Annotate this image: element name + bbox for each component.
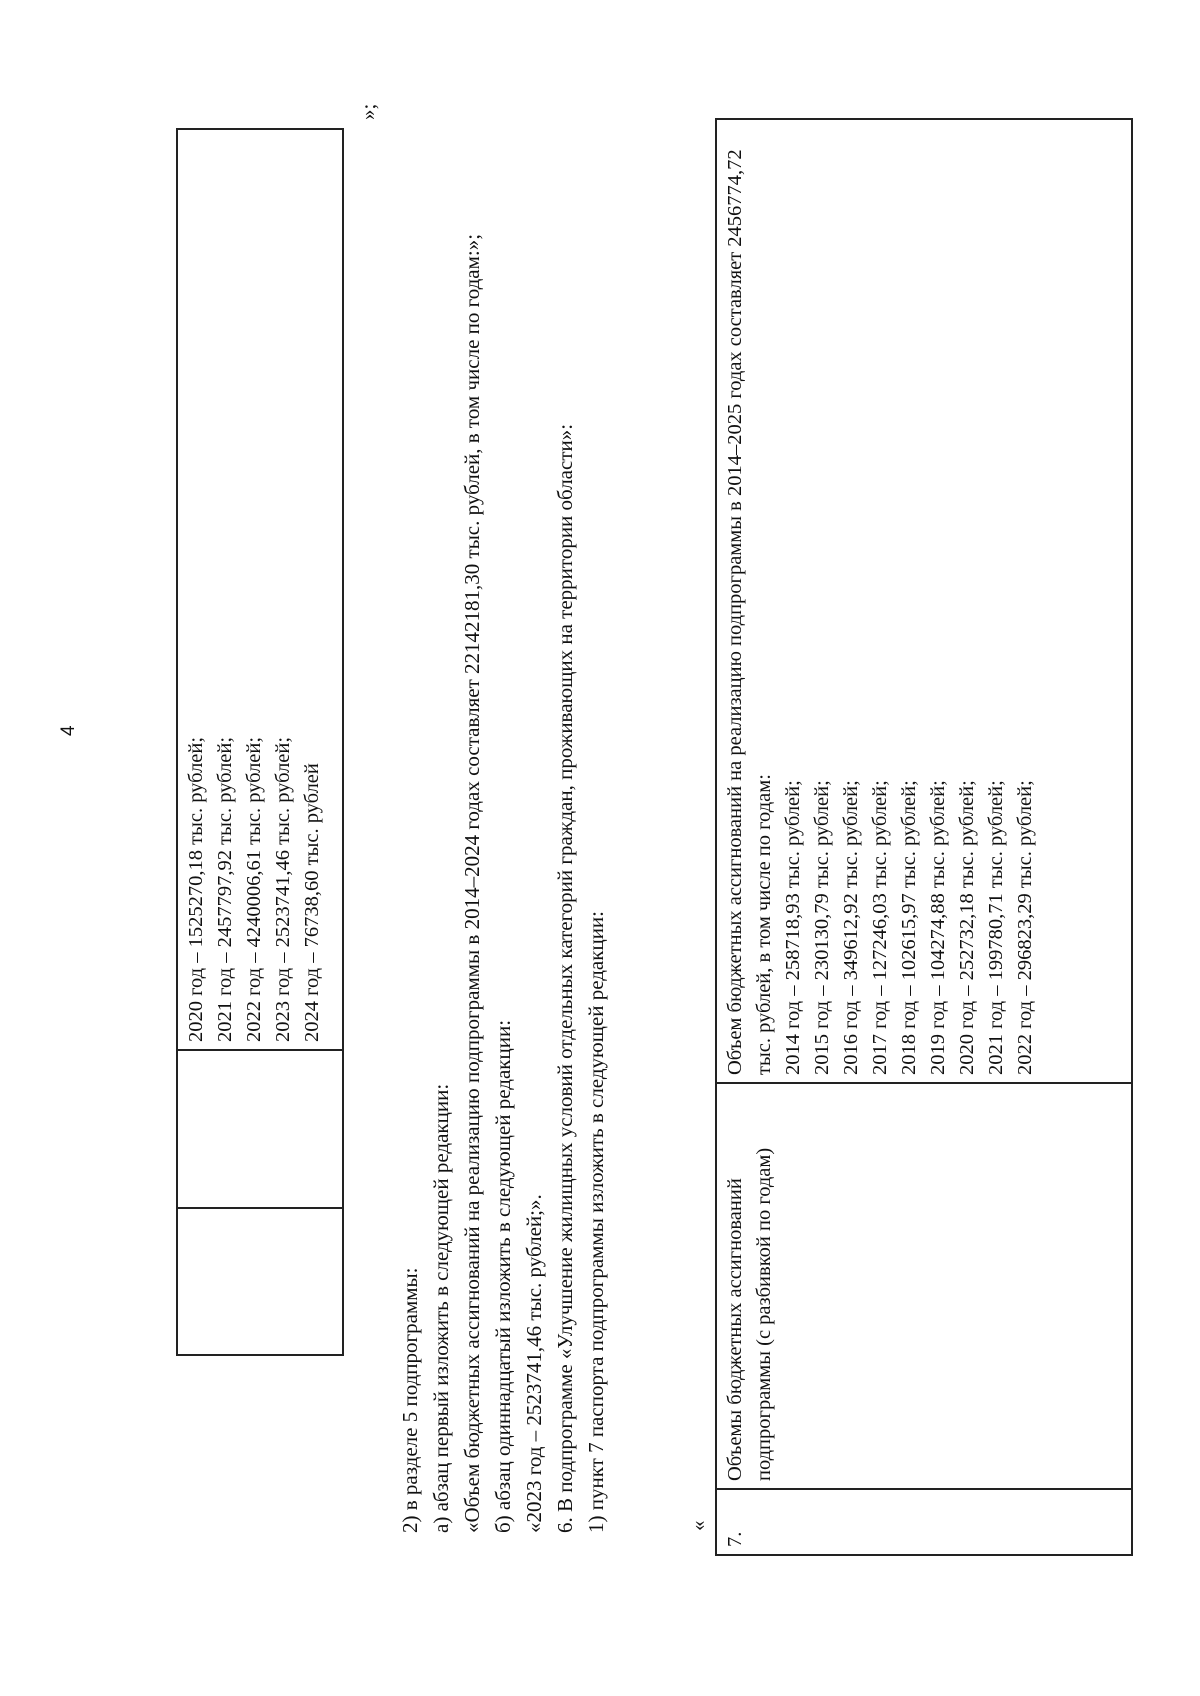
paragraph: 1) пункт 7 паспорта подпрограммы изложить в следующей редакции: <box>584 910 608 1533</box>
top-table <box>176 128 344 1356</box>
paragraph: а) абзац первый изложить в следующей редакции: <box>429 1083 453 1533</box>
page-number: 4 <box>58 725 79 736</box>
paragraph: «Объем бюджетных ассигнований на реализацию подпрограммы в 2014–2024 годах составляет 22142181,30 тыс. рублей, в том числе по годам:»; <box>460 233 484 1533</box>
table-row <box>177 129 343 1355</box>
year-line: 2015 год – 230130,79 тыс. рублей; <box>811 780 833 1075</box>
closing-quote: »; <box>356 103 380 120</box>
year-line: 2020 год – 1525270,18 тыс. рублей; <box>185 736 207 1042</box>
body-text <box>395 126 612 1576</box>
year-line: 2017 год – 127246,03 тыс. рублей; <box>869 780 891 1075</box>
year-line: 2024 год – 76738,60 тыс. рублей <box>301 763 323 1042</box>
year-line: 2021 год – 199780,71 тыс. рублей; <box>985 780 1007 1075</box>
paragraph: 2) в разделе 5 подпрограммы: <box>398 1267 422 1533</box>
year-line: 2022 год – 296823,29 тыс. рублей; <box>1014 780 1036 1075</box>
year-line: 2023 год – 2523741,46 тыс. рублей; <box>272 736 294 1042</box>
year-line: 2014 год – 258718,93 тыс. рублей; <box>782 780 804 1075</box>
year-line: 2019 год – 104274,88 тыс. рублей; <box>927 780 949 1075</box>
table-row <box>716 119 1132 1555</box>
paragraph: б) абзац одиннадцатый изложить в следующей редакции: <box>491 1019 515 1533</box>
year-line: 2016 год – 349612,92 тыс. рублей; <box>840 780 862 1075</box>
year-line: 2021 год – 2457797,92 тыс. рублей; <box>214 736 236 1042</box>
table-cell-values <box>716 119 1132 1083</box>
table-cell-number <box>177 1208 343 1355</box>
values-intro: Объем бюджетных ассигнований на реализацию подпрограммы в 2014–2025 годах составляет 2456774,72 тыс. рублей, в том числе по годам: <box>724 149 775 1075</box>
paragraph: «2023 год – 2523741,46 тыс. рублей;». <box>522 1194 546 1533</box>
opening-quote: « <box>686 1520 710 1531</box>
year-line: 2018 год – 102615,97 тыс. рублей; <box>898 780 920 1075</box>
table-cell-values <box>177 129 343 1050</box>
table-cell-label <box>177 1050 343 1208</box>
paragraph: 6. В подпрограмме «Улучшение жилищных условий отдельных категорий граждан, проживающих на территории области»: <box>553 423 577 1533</box>
year-line: 2022 год – 4240006,61 тыс. рублей; <box>243 736 265 1042</box>
year-line: 2020 год – 252732,18 тыс. рублей; <box>956 780 978 1075</box>
bottom-table <box>715 118 1133 1556</box>
table-cell-number: 7. <box>716 1489 1132 1555</box>
table-cell-label: Объемы бюджетных ассигнований подпрограммы (с разбивкой по годам) <box>716 1083 1132 1489</box>
